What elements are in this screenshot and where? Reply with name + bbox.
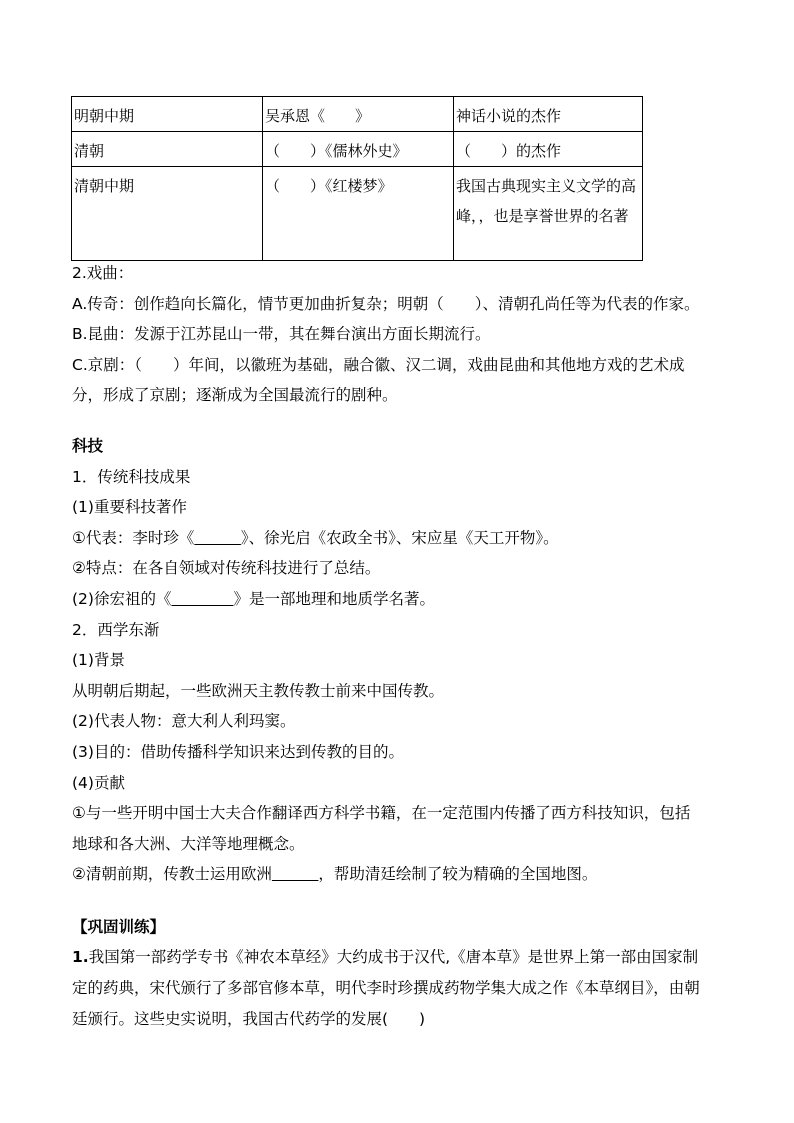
table-cell: 吴承恩《 》 (263, 97, 454, 132)
fill-blank (171, 590, 233, 608)
table-row (72, 97, 643, 132)
science-works-representatives (72, 523, 732, 554)
table-cell: （ ）《红楼梦》 (263, 167, 454, 261)
contribution-1-line2: 地球和各大洲、大洋等地理概念。 (72, 834, 305, 853)
practice-title: 【巩固训练】 (72, 917, 166, 936)
table-cell: 清朝中期 (72, 167, 263, 261)
fill-blank (194, 529, 241, 547)
opera-item-c-line2: 分，形成了京剧；逐渐成为全国最流行的剧种。 (72, 386, 398, 405)
table-cell: 神话小说的杰作 (454, 97, 643, 132)
science-subheading-2: 2．西学东渐 (72, 620, 160, 639)
opera-item-b: B.昆曲：发源于江苏昆山一带，其在舞台演出方面长期流行。 (72, 325, 491, 344)
question-1-line1 (72, 942, 732, 973)
question-number: 1. (72, 948, 89, 967)
opera-heading: 2.戏曲： (72, 264, 134, 282)
table-cell: （ ）《儒林外史》 (263, 132, 454, 167)
background-heading: (1)背景 (72, 651, 125, 670)
text-span: (2)徐宏祖的《 (72, 589, 172, 608)
science-subheading-1: 1．传统科技成果 (72, 467, 191, 486)
fill-blank (272, 865, 319, 883)
science-xu-hongzu (72, 584, 732, 615)
contribution-1-line1: ①与一些开明中国士大夫合作翻译西方科学书籍，在一定范围内传播了西方科技知识，包括 (72, 804, 691, 823)
table-cell: 明朝中期 (72, 97, 263, 132)
table-cell: （ ）的杰作 (454, 132, 643, 167)
text-span: 》是一部地理和地质学名著。 (233, 589, 435, 608)
purpose: (3)目的：借助传播科学知识来达到传教的目的。 (72, 742, 404, 761)
section-title-science: 科技 (72, 436, 104, 455)
contribution-heading: (4)贡献 (72, 773, 125, 792)
opera-item-a: A.传奇：创作趋向长篇化，情节更加曲折复杂；明朝（ ）、清朝孔尚任等为代表的作家。 (72, 294, 700, 313)
science-works-feature: ②特点：在各自领域对传统科技进行了总结。 (72, 559, 381, 578)
question-1-line3: 廷颁行。这些史实说明，我国古代药学的发展( ) (72, 1009, 426, 1028)
question-1-line2: 定的药典，宋代颁行了多部官修本草，明代李时珍撰成药物学集大成之作《本草纲目》，由朝 (72, 979, 700, 998)
body-text (72, 258, 732, 1034)
contribution-2 (72, 859, 732, 890)
opera-item-c-line1: C.京剧：（ ）年间，以徽班为基础，融合徽、汉二调，戏曲昆曲和其他地方戏的艺术成 (72, 355, 685, 374)
text-span: ①代表：李时珍《 (72, 528, 195, 547)
table-row (72, 167, 643, 261)
text-span: ②清朝前期，传教士运用欧洲 (72, 865, 272, 884)
representative-people: (2)代表人物：意大利人利玛窦。 (72, 712, 296, 731)
table-row (72, 132, 643, 167)
table-cell: 我国古典现实主义文学的高峰，，也是享誉世界的名著 (454, 167, 643, 261)
text-span: 》、徐光启《农政全书》、宋应星《天工开物》。 (240, 528, 559, 547)
table-cell: 清朝 (72, 132, 263, 167)
literature-table (71, 96, 643, 261)
background-text: 从明朝后期起，一些欧洲天主教传教士前来中国传教。 (72, 681, 445, 700)
science-works-heading: (1)重要科技著作 (72, 498, 187, 517)
text-span: ，帮助清廷绘制了较为精确的全国地图。 (318, 865, 598, 884)
text-span: 我国第一部药学专书《神农本草经》大约成书于汉代,《唐本草》是世界上第一部由国家制 (88, 948, 699, 967)
